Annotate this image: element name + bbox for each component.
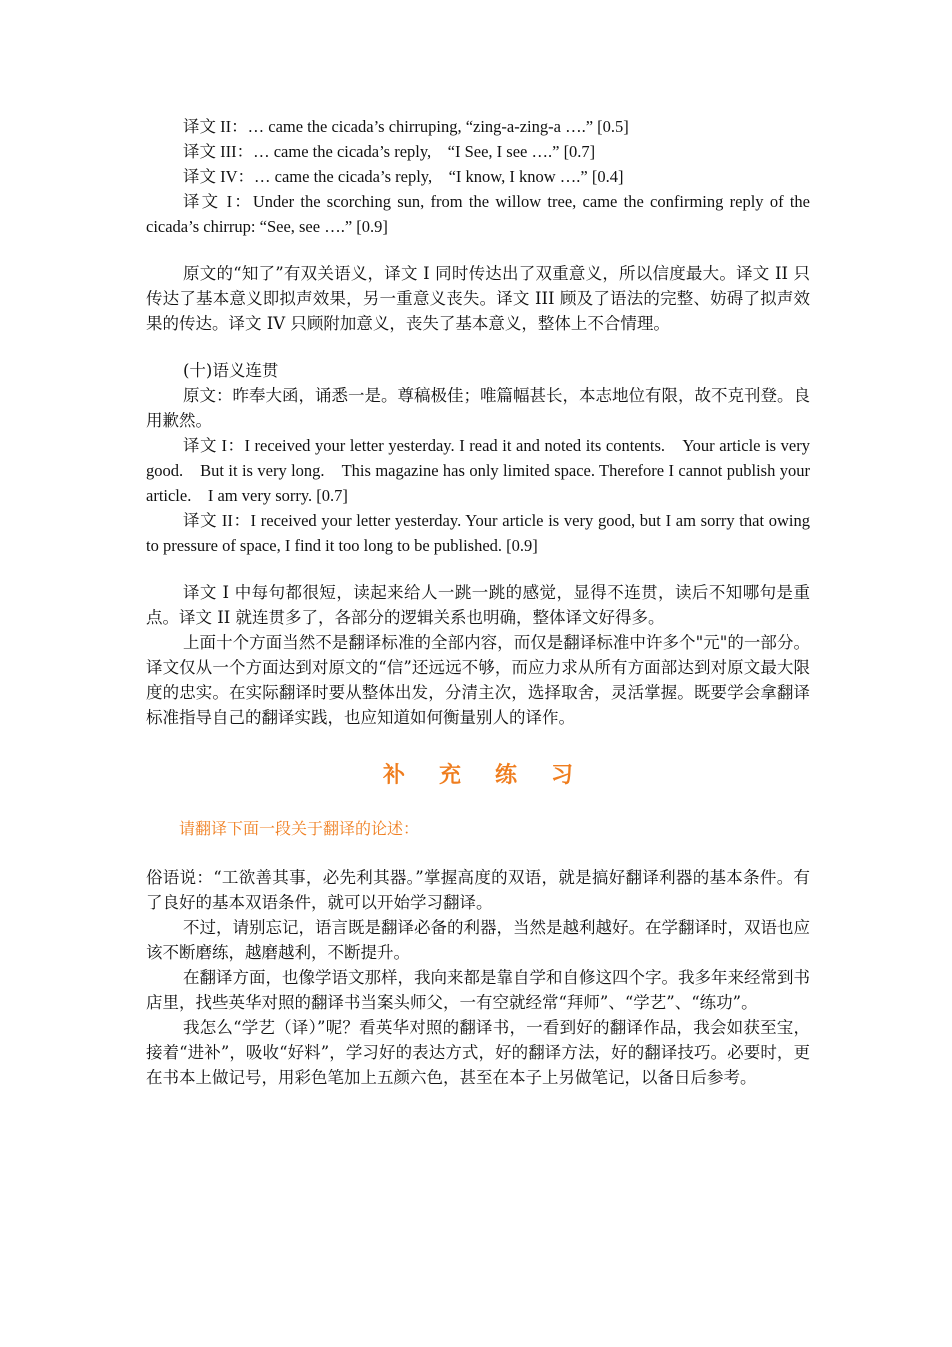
exercise-paragraph-3: 在翻译方面，也像学语文那样，我向来都是靠自学和自修这四个字。我多年来经常到书店里，找些英华对照的翻译书当案头师父，一有空就经常“拜师”、“学艺”、“练功”。 xyxy=(146,968,810,1012)
exercise-prompt: 请翻译下面一段关于翻译的论述： xyxy=(179,819,420,838)
translation-4-line: 译文 IV：… came the cicada’s reply, “I know, I know ….” [0.4] xyxy=(183,167,624,186)
exercise-title: 补充练习 xyxy=(382,762,607,788)
analysis-paragraph: 原文的“知了”有双关语义，译文 I 同时传达出了双重意义，所以信度最大。译文 II 只传达了基本意义即拟声效果，另一重意义丧失。译文 III 顾及了语法的完整、妨碍了拟声效果的传达。译文 IV 只顾附加意义，丧失了基本意义，整体上不合情理。 xyxy=(146,264,810,333)
exercise-paragraph-2: 不过，请别忘记，语言既是翻译必备的利器，当然是越利越好。在学翻译时，双语也应该不断磨练，越磨越利，不断提升。 xyxy=(146,918,810,962)
exercise-paragraph-1: 俗语说：“工欲善其事，必先利其器。”掌握高度的双语，就是搞好翻译利器的基本条件。有了良好的基本双语条件，就可以开始学习翻译。 xyxy=(146,868,810,912)
spacer xyxy=(146,336,810,358)
translation-2-line: 译文 II：… came the cicada’s chirruping, “zing-a-zing-a ….” [0.5] xyxy=(183,117,629,136)
spacer xyxy=(146,730,810,760)
spacer xyxy=(146,841,810,865)
translation-1-paragraph: 译文 I：I received your letter yesterday. I read it and noted its contents. Your article is very good. But it is very long. This magazine has only limited space. Therefore I cannot publish your article. I am very sorry. [0.7] xyxy=(146,436,810,505)
summary-paragraph: 上面十个方面当然不是翻译标准的全部内容，而仅是翻译标准中许多个"元"的一部分。译文仅从一个方面达到对原文的“信”还远远不够，而应力求从所有方面部达到对原文最大限度的忠实。在实际翻译时要从整体出发，分清主次，选择取舍，灵活掌握。既要学会拿翻译标准指导自己的翻译实践，也应知道如何衡量别人的译作。 xyxy=(146,633,810,727)
spacer xyxy=(146,558,810,580)
translation-2-paragraph: 译文 II：I received your letter yesterday. Your article is very good, but I am sorry that owing to pressure of space, I find it too long to be published. [0.9] xyxy=(146,511,810,555)
exercise-paragraph-4: 我怎么“学艺（译）”呢？看英华对照的翻译书，一看到好的翻译作品，我会如获至宝，接着“进补”，吸收“好料”，学习好的表达方式，好的翻译方法，好的翻译技巧。必要时，更在书本上做记号，用彩色笔加上五颜六色，甚至在本子上另做笔记，以备日后参考。 xyxy=(146,1018,810,1087)
translation-3-line: 译文 III：… came the cicada’s reply, “I See, I see ….” [0.7] xyxy=(183,142,596,161)
spacer xyxy=(146,239,810,261)
translation-1-paragraph: 译文 I：Under the scorching sun, from the willow tree, came the confirming reply of the cicada’s chirrup: “See, see ….” [0.9] xyxy=(146,192,810,236)
original-text-paragraph: 原文：昨奉大函，诵悉一是。尊稿极佳；唯篇幅甚长，本志地位有限，故不克刊登。良用歉然。 xyxy=(146,386,810,430)
comparison-paragraph: 译文 I 中每句都很短，读起来给人一跳一跳的感觉，显得不连贯，读后不知哪句是重点。译文 II 就连贯多了，各部分的逻辑关系也明确，整体译文好得多。 xyxy=(146,583,810,627)
section-heading: (十)语义连贯 xyxy=(183,361,279,380)
spacer xyxy=(146,790,810,816)
document-page xyxy=(146,114,810,1090)
